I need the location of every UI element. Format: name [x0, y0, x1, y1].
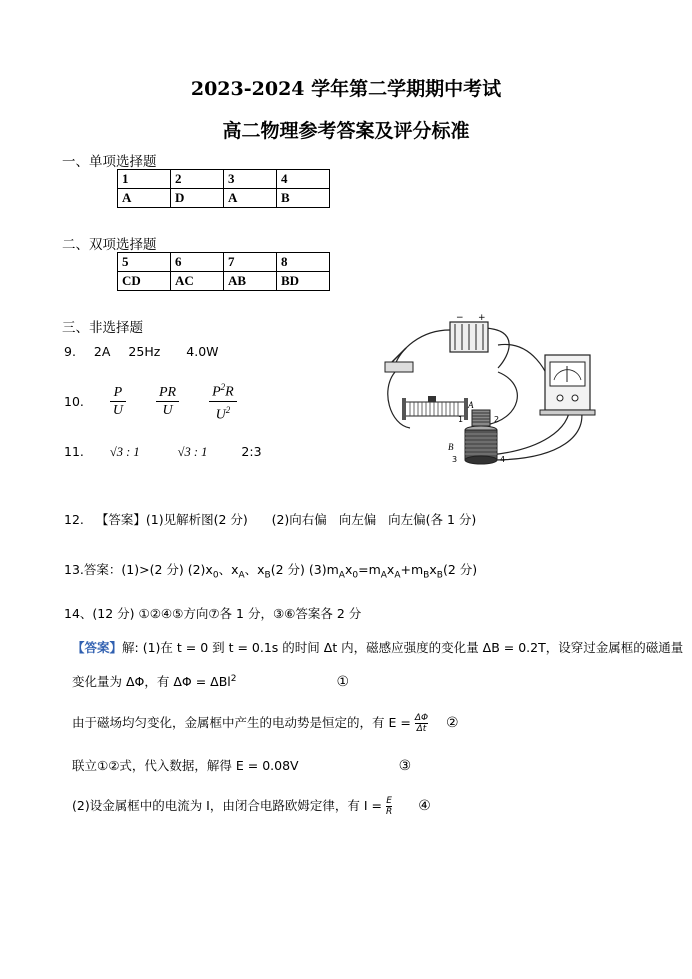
- subscript: B: [436, 570, 443, 581]
- section1-answer-table: [117, 169, 330, 208]
- table-cell: 7: [224, 253, 277, 272]
- q13-line: [64, 560, 477, 581]
- q14-text: 解: (1)在 t = 0 到 t = 0.1s 的时间 Δt 内，磁感应强度的变化量 ΔB = 0.2T，设穿过金属框的磁通量: [122, 640, 684, 655]
- fraction-denominator: U: [112, 402, 123, 418]
- q11-line: [64, 444, 262, 460]
- table-cell: 6: [171, 253, 224, 272]
- q14-line-5: [72, 796, 431, 817]
- q10-number: 10.: [64, 393, 84, 409]
- fraction-factor: R: [225, 384, 234, 400]
- q11-answer-3: 2:3: [241, 444, 262, 459]
- galvanometer: [540, 355, 595, 415]
- wire: [388, 372, 410, 428]
- q13-part: (2 分): [442, 562, 478, 577]
- equation-marker: ④: [418, 798, 431, 814]
- wire: [395, 330, 450, 365]
- table-cell: A: [118, 189, 171, 208]
- q9-line: [64, 344, 219, 359]
- subscript: A: [380, 570, 387, 581]
- q13-part: 、x: [244, 562, 265, 577]
- q14-text: 由于磁场均匀变化，金属框中产生的电动势是恒定的，有 E =: [72, 715, 411, 730]
- table-cell: 8: [277, 253, 330, 272]
- superscript: 2: [225, 404, 231, 415]
- coil-a-label: A: [468, 400, 474, 410]
- table-cell: 4: [277, 170, 330, 189]
- superscript: 2: [220, 382, 226, 392]
- q14-text: 变化量为 ΔΦ，有 ΔΦ = ΔBl: [72, 674, 231, 689]
- q13-part: +m: [400, 562, 424, 577]
- fraction-denominator: R: [385, 807, 393, 817]
- q12-number: 12.: [64, 512, 84, 527]
- q14-heading: 14、(12 分) ①②④⑤方向⑦各 1 分，③⑥答案各 2 分: [64, 606, 362, 621]
- battery-plus-label: +: [478, 313, 486, 323]
- q9-number: 9.: [64, 344, 76, 359]
- table-cell: AB: [224, 272, 277, 291]
- fraction-numerator: P: [110, 384, 126, 402]
- subscript: B: [264, 570, 271, 581]
- q14-fraction: [386, 796, 392, 817]
- fraction-base: P: [212, 384, 221, 400]
- coil-b: [448, 426, 505, 464]
- q14-line-2: [72, 672, 349, 690]
- table-cell: BD: [277, 272, 330, 291]
- table-cell: A: [224, 189, 277, 208]
- superscript: 2: [230, 673, 237, 684]
- answer-tag: 【答案】: [72, 640, 123, 655]
- fraction-numerator: E: [386, 796, 392, 806]
- q10-line: [64, 379, 263, 423]
- q10-fraction-1: [110, 384, 126, 419]
- table-cell: AC: [171, 272, 224, 291]
- q11-answer-2: √3 : 1: [177, 445, 208, 459]
- table-cell: 3: [224, 170, 277, 189]
- section2-answer-table: [117, 252, 330, 291]
- table-cell: 1: [118, 170, 171, 189]
- section3-heading: 三、非选择题: [62, 320, 143, 336]
- q10-fraction-3: [209, 379, 237, 423]
- table-cell: 2: [171, 170, 224, 189]
- q12-text: 【答案】(1)见解析图(2 分) (2)向右偏 向左偏 向左偏(各 1 分): [95, 512, 477, 527]
- table-row: [118, 272, 330, 291]
- q14-line-3: [72, 713, 459, 734]
- terminal-label: 4: [500, 455, 506, 464]
- q13-part: x: [429, 562, 437, 577]
- equation-marker: ③: [398, 758, 412, 774]
- q13-part: (1)>(2 分) (2)x: [121, 562, 213, 577]
- coil-b-label: B: [448, 442, 454, 452]
- equation-marker: ②: [446, 715, 459, 731]
- q14-line-4: [72, 756, 411, 774]
- switch: [385, 348, 413, 372]
- fraction-base: U: [215, 407, 226, 423]
- q11-number: 11.: [64, 444, 84, 459]
- table-cell: B: [277, 189, 330, 208]
- q12-line: [64, 510, 476, 528]
- q13-part: x: [386, 562, 395, 577]
- q13-number: 13.答案：: [64, 562, 122, 577]
- wire: [485, 328, 509, 368]
- q11-answer-1: √3 : 1: [109, 445, 140, 459]
- fraction-denominator: [209, 402, 237, 424]
- subscript: B: [423, 570, 430, 581]
- subscript: A: [238, 570, 245, 581]
- q13-part: (2 分) (3)m: [270, 562, 339, 577]
- battery: [450, 313, 488, 352]
- section2-heading: 二、双项选择题: [62, 237, 157, 253]
- q13-part: 、x: [218, 562, 239, 577]
- subscript: A: [338, 570, 345, 581]
- page-subtitle: 高二物理参考答案及评分标准: [222, 120, 470, 142]
- terminal-label: 3: [452, 455, 458, 464]
- fraction-numerator: ΔΦ: [414, 713, 429, 723]
- subscript: 0: [212, 570, 219, 581]
- q14-text: 联立①②式，代入数据，解得 E = 0.08V: [72, 758, 299, 773]
- table-row: [118, 189, 330, 208]
- fraction-numerator: PR: [156, 384, 179, 402]
- section1-heading: 一、单项选择题: [62, 154, 157, 170]
- q13-part: =m: [358, 562, 381, 577]
- subscript: A: [394, 570, 401, 581]
- q9-answer-2: 25Hz: [128, 344, 161, 359]
- table-row: [118, 253, 330, 272]
- circuit-figure: [380, 310, 630, 470]
- table-cell: CD: [118, 272, 171, 291]
- table-row: [118, 170, 330, 189]
- q14-line-1: [72, 638, 684, 656]
- terminal-label: 2: [494, 415, 500, 424]
- fraction-denominator: U: [162, 402, 173, 418]
- q14-fraction: [415, 713, 428, 734]
- q13-part: x: [344, 562, 353, 577]
- terminal-label: 1: [458, 415, 464, 424]
- table-cell: 5: [118, 253, 171, 272]
- q14-text: (2)设金属框中的电流为 I，由闭合电路欧姆定律，有 I =: [72, 798, 382, 813]
- q9-answer-3: 4.0W: [186, 344, 219, 359]
- table-cell: D: [171, 189, 224, 208]
- fraction-denominator: Δt: [416, 724, 427, 734]
- page-title: 2023-2024 学年第二学期期中考试: [190, 78, 502, 100]
- q10-fraction-2: [156, 384, 179, 419]
- q9-answer-1: 2A: [93, 344, 111, 359]
- subscript: 0: [352, 570, 359, 581]
- equation-marker: ①: [336, 674, 350, 690]
- battery-minus-label: −: [456, 313, 464, 323]
- fraction-numerator: [209, 379, 237, 402]
